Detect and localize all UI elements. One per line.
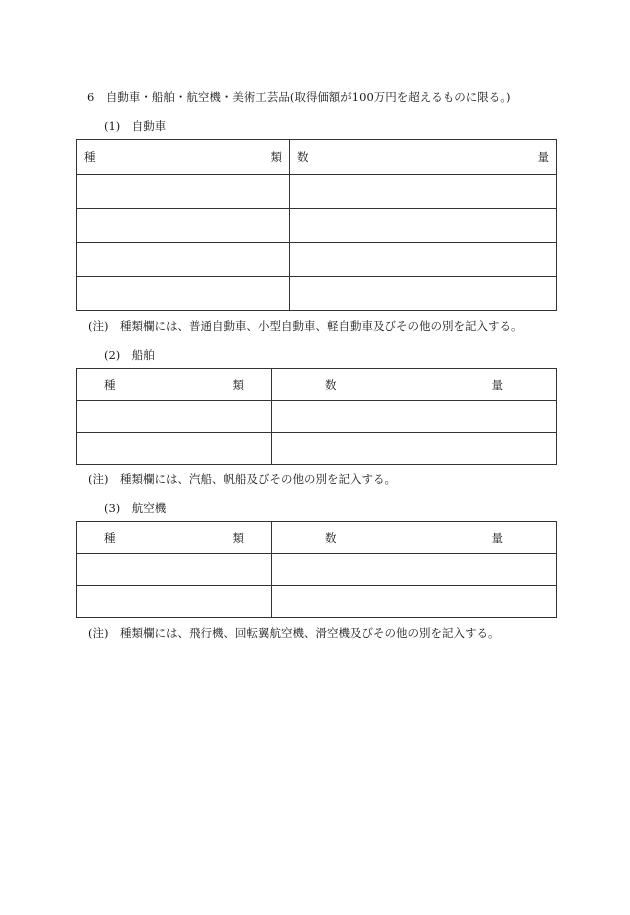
- quantity-cell[interactable]: [290, 209, 557, 243]
- automobile-note: (注) 種類欄には、普通自動車、小型自動車、軽自動車及びその他の別を記入する。: [88, 319, 523, 333]
- aircraft-note: (注) 種類欄には、飛行機、回転翼航空機、滑空機及びその他の別を記入する。: [88, 626, 500, 640]
- kind-cell[interactable]: [77, 175, 290, 209]
- kind-cell[interactable]: [77, 554, 272, 586]
- table-row: [77, 209, 557, 243]
- automobile-table: [76, 139, 557, 311]
- kind-cell[interactable]: [77, 277, 290, 311]
- ship-table: [76, 368, 557, 465]
- table-row: [77, 243, 557, 277]
- table-row: [77, 277, 557, 311]
- kind-cell[interactable]: [77, 401, 272, 433]
- quantity-cell[interactable]: [272, 401, 557, 433]
- quantity-cell[interactable]: [272, 554, 557, 586]
- table-header-row: [77, 522, 557, 554]
- table-row: [77, 175, 557, 209]
- section-number: 6: [87, 90, 95, 104]
- kind-cell[interactable]: [77, 433, 272, 465]
- subsection-heading-ship: (2) 船舶: [104, 348, 155, 362]
- kind-cell[interactable]: [77, 243, 290, 277]
- kind-column-header: 種 類: [77, 140, 290, 175]
- table-row: [77, 401, 557, 433]
- kind-column-header: 種 類: [77, 369, 272, 401]
- aircraft-table: [76, 521, 557, 618]
- section-title: [87, 90, 511, 104]
- table-header-row: [77, 369, 557, 401]
- kind-cell[interactable]: [77, 586, 272, 618]
- section-title-text: 自動車・船舶・航空機・美術工芸品(取得価額が100万円を超えるものに限る。): [105, 90, 511, 104]
- table-row: [77, 554, 557, 586]
- quantity-cell[interactable]: [290, 277, 557, 311]
- ship-note: (注) 種類欄には、汽船、帆船及びその他の別を記入する。: [88, 472, 396, 486]
- quantity-column-header: 数 量: [290, 140, 557, 175]
- kind-cell[interactable]: [77, 209, 290, 243]
- subsection-heading-automobile: (1) 自動車: [104, 119, 167, 133]
- quantity-cell[interactable]: [272, 586, 557, 618]
- quantity-cell[interactable]: [272, 433, 557, 465]
- quantity-cell[interactable]: [290, 243, 557, 277]
- quantity-column-header: 数 量: [272, 369, 557, 401]
- subsection-heading-aircraft: (3) 航空機: [104, 501, 167, 515]
- table-row: [77, 586, 557, 618]
- kind-column-header: 種 類: [77, 522, 272, 554]
- table-header-row: [77, 140, 557, 175]
- quantity-column-header: 数 量: [272, 522, 557, 554]
- quantity-cell[interactable]: [290, 175, 557, 209]
- table-row: [77, 433, 557, 465]
